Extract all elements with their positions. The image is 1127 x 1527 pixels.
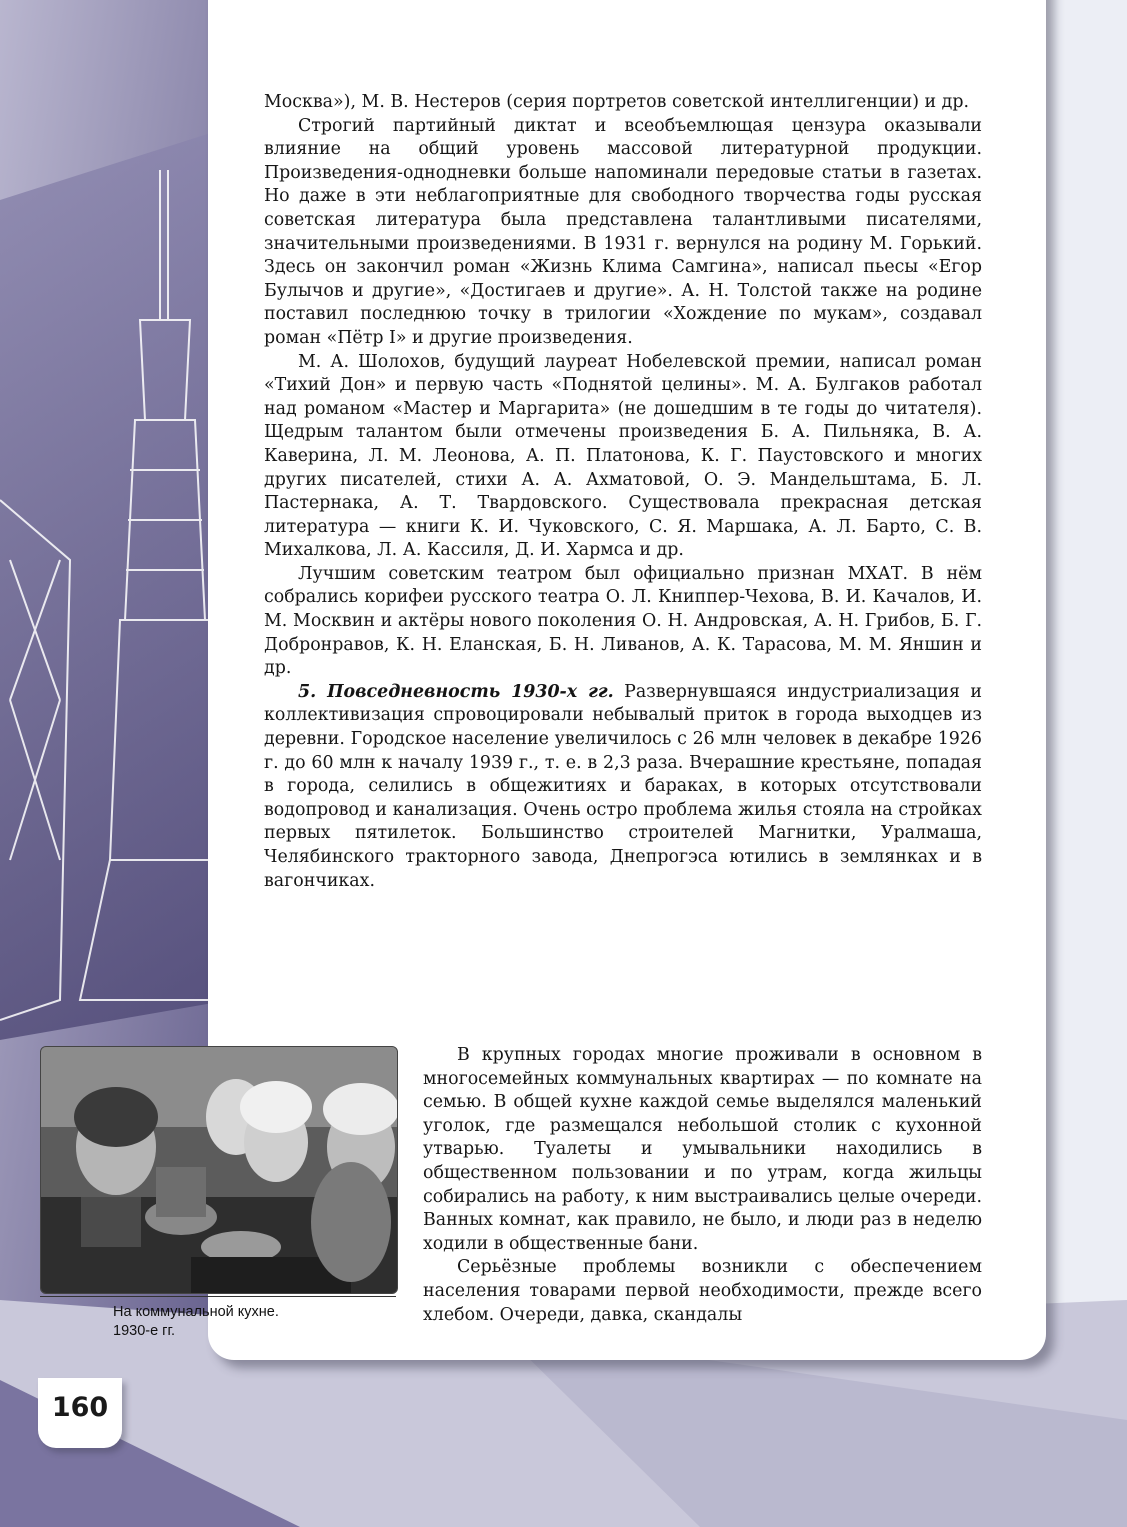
page-number: 160 [51, 1392, 109, 1423]
main-text-column [264, 91, 982, 893]
paragraph-5-text: Развернувшаяся индустриализация и коллективизация спровоцировали небывалый приток в города выходцев из деревни. Городское население увеличилось с 26 млн человек в декабре 1926 г. до 60 млн к началу 1939 г., т. е. в 2,3 раза. Вчерашние крестьяне, попадая в города, селились в общежитиях и бараках, в которых отсутствовали водопровод и канализация. Очень остро проблема жилья стояла на стройках первых пятилеток. Большинство строителей Магнитки, Уралмаша, Челябинского тракторного завода, Днепрогэса ютились в землянках и в вагончиках. [264, 681, 983, 891]
caption-divider [40, 1296, 396, 1297]
photo-image [41, 1047, 397, 1293]
paragraph-4: Лучшим советским театром был официально признан МХАТ. В нём собрались корифеи русского театра О. Л. Книппер-Чехова, В. И. Качалов, И. М. Москвин и актёры нового поколения О. Н. Андровская, А. Н. Грибов, Б. Г. Добронравов, К. Н. Еланская, Б. Н. Ливанов, А. К. Тарасова, М. М. Яншин и др. [264, 563, 982, 679]
caption-line-1: На коммунальной кухне. [113, 1304, 279, 1320]
caption-line-2: 1930-е гг. [113, 1323, 176, 1339]
paragraph-1: Москва»), М. В. Нестеров (серия портретов советской интеллигенции) и др. [264, 92, 969, 112]
paragraph-7: Серьёзные проблемы возникли с обеспечением населения товарами первой необходимости, прежде всего хлебом. Очереди, давка, скандалы [423, 1257, 982, 1325]
paragraph-5 [264, 681, 982, 893]
photo-caption [113, 1303, 373, 1341]
kitchen-photo [40, 1046, 398, 1294]
paragraph-6: В крупных городах многие проживали в основном в многосемейных коммунальных квартирах — по комнате на семью. В общей кухне каждой семье выделялся маленький уголок, где размещался небольшой столик с кухонной утварью. Туалеты и умывальники находились в общественном пользовании и по утрам, когда жильцы собирались на работу, к ним выстраивались целые очереди. Ванных комнат, как правило, не было, и люди раз в неделю ходили в общественные бани. [423, 1045, 982, 1254]
page-number-tab [38, 1378, 122, 1448]
paragraph-3: М. А. Шолохов, будущий лауреат Нобелевской премии, написал роман «Тихий Дон» и первую часть «Поднятой целины». М. А. Булгаков работал над романом «Мастер и Маргарита» (не дошедшим в те годы до читателя). Щедрым талантом были отмечены произведения Б. А. Пильняка, В. А. Каверина, Л. М. Леонова, А. П. Платонова, К. Г. Паустовского и многих других писателей, стихи А. А. Ахматовой, О. Э. Мандельштама, Б. Л. Пастернака, А. Т. Твардовского. Существовала прекрасная детская литература — книги К. И. Чуковского, С. Я. Маршака, А. Л. Барто, С. В. Михалкова, Л. А. Кассиля, Д. И. Хармса и др. [264, 351, 982, 561]
paragraph-2: Строгий партийный диктат и всеобъемлющая цензура оказывали влияние на общий уровень массовой литературной продукции. Произведения-однодневки больше напоминали передовые статьи в газетах. Но даже в эти неблагоприятные для свободного творчества годы русская советская литература была представлена талантливыми писателями, значительными произведениями. В 1931 г. вернулся на родину М. Горький. Здесь он закончил роман «Жизнь Клима Самгина», написал пьесы «Егор Булычов и другие», «Достигаев и другие». А. Н. Толстой также на родине поставил последнюю точку в трилогии «Хождение по мукам», создавал роман «Пётр I» и другие произведения. [264, 115, 982, 348]
section-title: 5. Повседневность 1930-х гг. [298, 681, 614, 702]
lower-text-column [423, 1044, 982, 1327]
